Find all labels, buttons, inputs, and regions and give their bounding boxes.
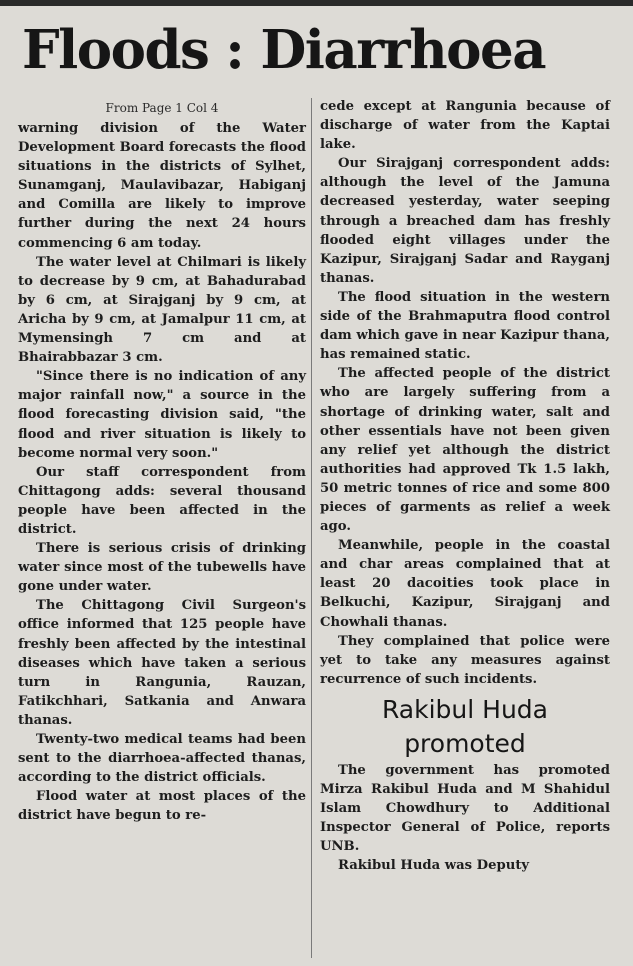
sub-headline-line: Rakibul Huda: [381, 694, 548, 724]
paragraph: cede except at Rangunia because of discharge of water from the Kaptai lake.: [320, 99, 610, 153]
sub-article-headline: [320, 693, 610, 761]
paragraph: The government has promoted Mirza Rakibul Huda and M Shahidul Islam Chowdhury to Additional Inspector General of Police, reports UNB.: [320, 762, 610, 855]
paragraph: Meanwhile, people in the coastal and char areas complained that at least 20 dacoities took place in Belkuchi, Kazipur, Sirajganj and Chowhali thanas.: [320, 538, 610, 630]
paragraph: The Chittagong Civil Surgeon's office informed that 125 people have freshly been affected by the intestinal diseases which have taken a serious turn in Rangunia, Rauzan, Fatikchhari, Satkania and Anwara thanas.: [18, 598, 306, 728]
paragraph: The affected people of the district who are largely suffering from a shortage of drinking water, salt and other essentials have not been given any relief yet although the district authorities had approved Tk 1.5 lakh, 50 metric tonnes of rice and some 800 pieces of garments as relief a week ago.: [320, 366, 610, 535]
clipping-edge: [0, 962, 633, 966]
paragraph: Our Sirajganj correspondent adds: although the level of the Jamuna decreased yesterday, water seeping through a breached dam has freshly flooded eight villages under the Kazipur, Sirajganj Sadar and Rayganj thanas.: [320, 156, 610, 286]
article-headline: Floods : Diarrhoea: [22, 19, 546, 81]
paragraph: The flood situation in the western side of the Brahmaputra flood control dam which gave in near Kazipur thana, has remained static.: [320, 289, 610, 363]
paragraph: warning division of the Water Development Board forecasts the flood situations in the districts of Sylhet, Sunamganj, Maulavibazar, Habiganj and Comilla are likely to improve further during the next 24 hours commencing 6 am today.: [18, 121, 306, 251]
top-rule: [0, 0, 633, 6]
paragraph: The water level at Chilmari is likely to decrease by 9 cm, at Bahadurabad by 6 cm, at Sirajganj by 9 cm, at Aricha by 9 cm, at Jamalpur 11 cm, at Mymensingh 7 cm and at Bhairabbazar 3 cm.: [18, 254, 306, 366]
right-column: [320, 97, 610, 875]
paragraph: "Since there is no indication of any major rainfall now," a source in the flood forecasting division said, "the flood and river situation is likely to become normal very soon.": [18, 369, 306, 461]
jump-line: From Page 1 Col 4: [105, 101, 219, 115]
paragraph: Twenty-two medical teams had been sent to the diarrhoea-affected thanas, according to the district officials.: [18, 732, 306, 786]
left-column: [18, 97, 306, 825]
paragraph: Our staff correspondent from Chittagong adds: several thousand people have been affected in the district.: [18, 464, 306, 537]
paragraph: Flood water at most places of the district have begun to re-: [18, 789, 306, 824]
column-divider: [311, 98, 312, 958]
sub-headline-line: promoted: [404, 728, 526, 758]
paragraph: They complained that police were yet to take any measures against recurrence of such incidents.: [320, 633, 610, 687]
paragraph: Rakibul Huda was Deputy: [338, 858, 530, 874]
paragraph: There is serious crisis of drinking water since most of the tubewells have gone under water.: [18, 541, 306, 595]
